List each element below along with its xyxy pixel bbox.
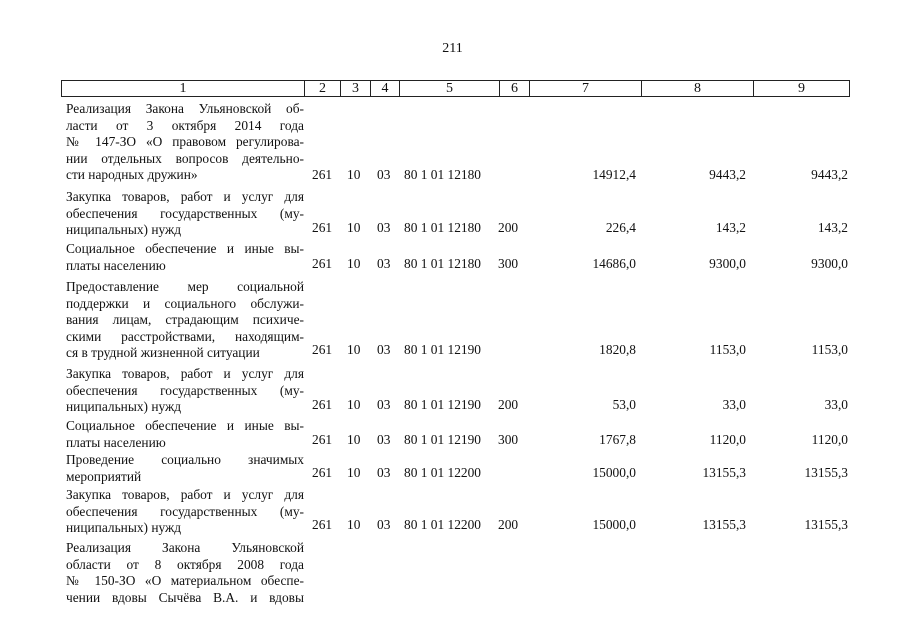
column-header-9: 9 (754, 81, 850, 97)
row-description-line: чении вдовы Сычёва В.А. и вдовы (66, 589, 304, 605)
cell-col-7: 1820,8 (599, 342, 636, 357)
cell-col-5: 80 1 01 12180 (404, 220, 481, 235)
cell-col-6: 200 (498, 517, 519, 532)
cell-col-5: 80 1 01 12190 (404, 397, 481, 412)
cell-col-2: 261 (312, 517, 333, 532)
column-header-1: 1 (62, 81, 305, 97)
cell-col-9: 1153,0 (811, 342, 848, 357)
cell-col-3: 10 (347, 220, 361, 235)
cell-col-9: 9300,0 (811, 256, 848, 271)
cell-col-8: 13155,3 (702, 465, 746, 480)
cell-col-8: 9300,0 (709, 256, 746, 271)
cell-col-5: 80 1 01 12200 (404, 517, 481, 532)
cell-col-6: 300 (498, 432, 519, 447)
row-description-line: Реализация Закона Ульяновской об- (66, 101, 304, 116)
column-header-3: 3 (341, 81, 371, 97)
cell-col-7: 53,0 (612, 397, 636, 412)
row-description-line: платы населению (66, 257, 166, 273)
row-description-line: Предоставление мер социальной (66, 279, 304, 294)
row-description (66, 189, 304, 239)
cell-col-5: 80 1 01 12190 (404, 432, 481, 447)
page-number: 211 (442, 41, 463, 56)
cell-col-4: 03 (377, 220, 391, 235)
column-header-2: 2 (305, 81, 341, 97)
cell-col-4: 03 (377, 465, 391, 480)
cell-col-9: 13155,3 (804, 465, 848, 480)
column-header-8: 8 (642, 81, 754, 97)
row-description-line: поддержки и социального обслужи- (66, 295, 304, 311)
cell-col-3: 10 (347, 256, 361, 271)
cell-col-6: 200 (498, 397, 519, 412)
cell-col-4: 03 (377, 432, 391, 447)
row-description-line: сти народных дружин» (66, 167, 198, 182)
row-description (66, 540, 304, 606)
row-description-line: Социальное обеспечение и иные вы- (66, 241, 304, 256)
cell-col-7: 14686,0 (592, 256, 636, 271)
cell-col-9: 143,2 (817, 220, 848, 235)
cell-col-2: 261 (312, 256, 333, 271)
cell-col-2: 261 (312, 167, 333, 182)
row-description (66, 452, 304, 485)
row-description-line: обеспечения государственных (му- (66, 503, 304, 519)
row-description (66, 279, 304, 362)
cell-col-5: 80 1 01 12180 (404, 256, 481, 271)
cell-col-4: 03 (377, 397, 391, 412)
column-header-4: 4 (371, 81, 400, 97)
cell-col-9: 13155,3 (804, 517, 848, 532)
row-description-line: № 150-ЗО «О материальном обеспе- (66, 573, 304, 588)
cell-col-4: 03 (377, 256, 391, 271)
row-description (66, 241, 304, 274)
row-description (66, 418, 304, 451)
cell-col-3: 10 (347, 167, 361, 182)
cell-col-8: 33,0 (722, 397, 746, 412)
cell-col-8: 1153,0 (709, 342, 746, 357)
column-header-7: 7 (530, 81, 642, 97)
cell-col-2: 261 (312, 465, 333, 480)
cell-col-9: 9443,2 (811, 167, 848, 182)
row-description-line: Закупка товаров, работ и услуг для (66, 189, 304, 204)
cell-col-8: 1120,0 (709, 432, 746, 447)
row-description-line: Закупка товаров, работ и услуг для (66, 366, 304, 381)
cell-col-8: 13155,3 (702, 517, 746, 532)
row-description-line: платы населению (66, 434, 166, 450)
row-description-line: нии отдельных вопросов деятельно- (66, 150, 304, 166)
column-header-6: 6 (500, 81, 530, 97)
row-description-line: ласти от 3 октября 2014 года (66, 117, 304, 133)
cell-col-7: 1767,8 (599, 432, 636, 447)
row-description (66, 101, 304, 184)
cell-col-3: 10 (347, 432, 361, 447)
cell-col-8: 143,2 (715, 220, 746, 235)
cell-col-2: 261 (312, 432, 333, 447)
cell-col-3: 10 (347, 342, 361, 357)
row-description (66, 487, 304, 537)
row-description-line: скими расстройствами, находящим- (66, 328, 304, 344)
cell-col-5: 80 1 01 12200 (404, 465, 481, 480)
cell-col-5: 80 1 01 12190 (404, 342, 481, 357)
row-description-line: ниципальных) нужд (66, 399, 182, 414)
cell-col-6: 300 (498, 256, 519, 271)
row-description-line: ниципальных) нужд (66, 520, 182, 535)
cell-col-3: 10 (347, 517, 361, 532)
cell-col-2: 261 (312, 397, 333, 412)
column-header-row (61, 80, 850, 97)
cell-col-3: 10 (347, 397, 361, 412)
cell-col-6: 200 (498, 220, 519, 235)
row-description-line: обеспечения государственных (му- (66, 382, 304, 398)
cell-col-7: 15000,0 (592, 517, 636, 532)
row-description-line: Проведение социально значимых (66, 452, 304, 467)
row-description-line: Социальное обеспечение и иные вы- (66, 418, 304, 433)
row-description-line: обеспечения государственных (му- (66, 205, 304, 221)
cell-col-7: 14912,4 (592, 167, 636, 182)
row-description-line: Реализация Закона Ульяновской (66, 540, 304, 555)
cell-col-7: 15000,0 (592, 465, 636, 480)
cell-col-4: 03 (377, 342, 391, 357)
cell-col-4: 03 (377, 517, 391, 532)
cell-col-3: 10 (347, 465, 361, 480)
row-description-line: ся в трудной жизненной ситуации (66, 345, 260, 360)
cell-col-7: 226,4 (605, 220, 636, 235)
cell-col-8: 9443,2 (709, 167, 746, 182)
cell-col-5: 80 1 01 12180 (404, 167, 481, 182)
row-description-line: ниципальных) нужд (66, 222, 182, 237)
row-description (66, 366, 304, 416)
row-description-line: № 147-ЗО «О правовом регулирова- (66, 134, 304, 149)
row-description-line: Закупка товаров, работ и услуг для (66, 487, 304, 502)
column-header-5: 5 (400, 81, 500, 97)
cell-col-2: 261 (312, 342, 333, 357)
row-description-line: области от 8 октября 2008 года (66, 556, 304, 572)
cell-col-9: 1120,0 (811, 432, 848, 447)
cell-col-9: 33,0 (824, 397, 848, 412)
cell-col-2: 261 (312, 220, 333, 235)
row-description-line: вания лицам, страдающим психиче- (66, 312, 304, 327)
row-description-line: мероприятий (66, 468, 142, 484)
cell-col-4: 03 (377, 167, 391, 182)
